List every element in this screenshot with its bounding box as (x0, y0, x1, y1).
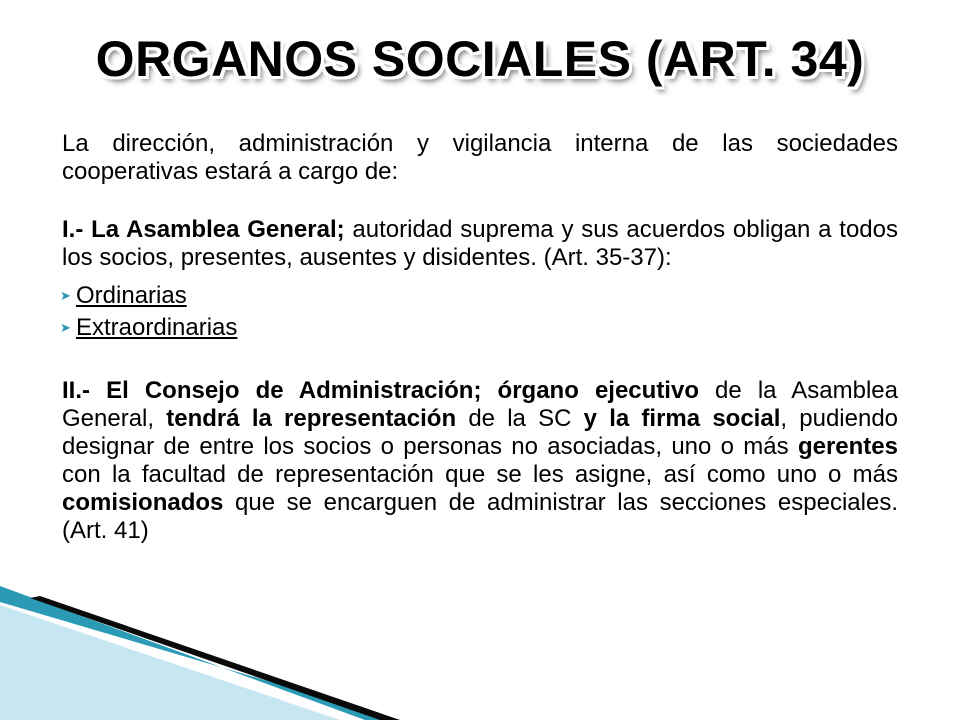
section-consejo-text-1: de la Asamblea General, (62, 377, 898, 432)
section-consejo-text-5: que se encarguen de administrar las secciones especiales. (Art. 41) (62, 489, 898, 544)
list-item-ordinarias (62, 280, 898, 312)
slide-body (62, 130, 898, 575)
section-consejo-administracion (62, 377, 898, 545)
section-asamblea-general (62, 216, 898, 272)
slide-title: ORGANOS SOCIALES (ART. 34) (95, 31, 865, 87)
section-consejo-bold-2: y la firma social (583, 405, 781, 432)
intro-paragraph: La dirección, administración y vigilancia interna de las sociedades cooperativas estará a cargo de: (62, 130, 898, 185)
list-item-extraordinarias (62, 312, 898, 344)
section-consejo-heading: II.- El Consejo de Administración; órgano ejecutivo (62, 377, 699, 404)
decorative-corner-swoosh (0, 580, 960, 720)
section-consejo-text-4: con la facultad de representación que se les asigne, así como uno o más (62, 461, 898, 488)
section-consejo-bold-1: tendrá la representación (166, 405, 457, 432)
arrow-bullet-icon: ➤ (60, 288, 71, 303)
section-consejo-text-2: de la SC (456, 405, 584, 432)
section-consejo-text-3: , pudiendo designar de entre los socios o personas no asociadas, uno o más (62, 405, 899, 460)
section-asamblea-text: autoridad suprema y sus acuerdos obligan a todos los socios, presentes, ausentes y disidentes. (Art. 35-37): (62, 216, 898, 271)
arrow-bullet-icon: ➤ (60, 320, 71, 335)
section-consejo-bold-4: comisionados (62, 489, 224, 516)
section-consejo-bold-3: gerentes (797, 433, 898, 460)
bullet-label-extraordinarias: Extraordinarias (76, 314, 238, 341)
swoosh-light-band (0, 605, 340, 720)
bullet-label-ordinarias: Ordinarias (76, 282, 187, 309)
asamblea-types-list (62, 280, 898, 344)
section-asamblea-heading: I.- La Asamblea General; (62, 216, 345, 243)
